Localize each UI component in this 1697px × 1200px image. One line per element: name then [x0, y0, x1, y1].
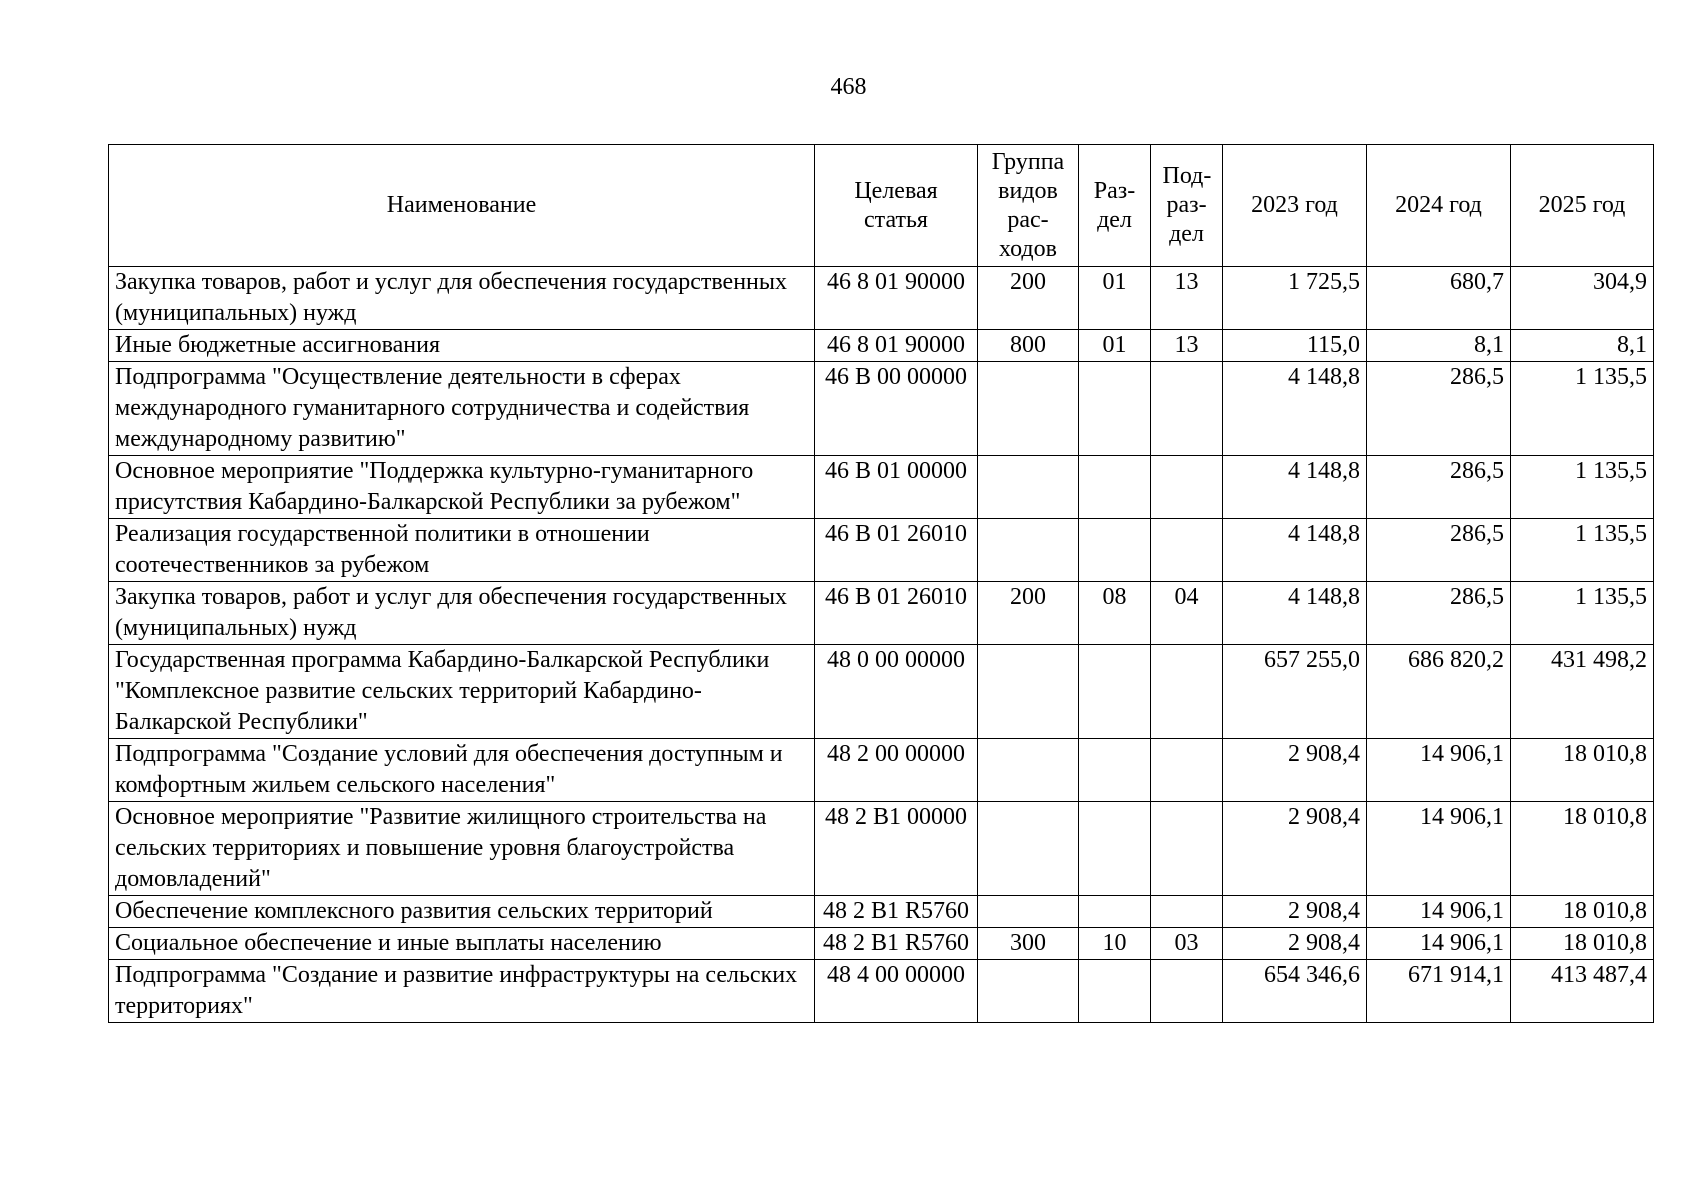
cell-name: Иные бюджетные ассигнования	[109, 330, 815, 362]
cell-target: 46 В 01 26010	[815, 519, 978, 582]
header-2024: 2024 год	[1367, 145, 1511, 267]
cell-subsection: 13	[1151, 267, 1223, 330]
cell-2023: 2 908,4	[1223, 928, 1367, 960]
cell-group	[978, 802, 1079, 896]
cell-section: 01	[1079, 330, 1151, 362]
cell-section	[1079, 456, 1151, 519]
cell-target: 48 2 В1 R5760	[815, 928, 978, 960]
table-row	[109, 928, 1654, 960]
cell-name: Обеспечение комплексного развития сельских территорий	[109, 896, 815, 928]
table-row	[109, 330, 1654, 362]
cell-2024: 286,5	[1367, 456, 1511, 519]
cell-2025: 1 135,5	[1511, 456, 1654, 519]
cell-2023: 2 908,4	[1223, 802, 1367, 896]
cell-name: Социальное обеспечение и иные выплаты населению	[109, 928, 815, 960]
page-number: 468	[830, 74, 867, 100]
cell-name: Подпрограмма "Осуществление деятельности в сферах международного гуманитарного сотрудничества и содействия международному развитию"	[109, 362, 815, 456]
cell-group: 300	[978, 928, 1079, 960]
cell-target: 46 В 01 00000	[815, 456, 978, 519]
cell-group	[978, 456, 1079, 519]
header-group: Группа видов рас-ходов	[978, 145, 1079, 267]
cell-target: 48 2 В1 00000	[815, 802, 978, 896]
cell-2023: 4 148,8	[1223, 519, 1367, 582]
cell-2024: 286,5	[1367, 362, 1511, 456]
cell-target: 48 4 00 00000	[815, 960, 978, 1023]
table-row	[109, 645, 1654, 739]
cell-section: 08	[1079, 582, 1151, 645]
cell-group	[978, 519, 1079, 582]
header-target: Целевая статья	[815, 145, 978, 267]
cell-2024: 686 820,2	[1367, 645, 1511, 739]
header-section: Раз-дел	[1079, 145, 1151, 267]
cell-section	[1079, 896, 1151, 928]
table-body	[109, 267, 1654, 1023]
table-row	[109, 960, 1654, 1023]
cell-subsection: 04	[1151, 582, 1223, 645]
cell-2023: 654 346,6	[1223, 960, 1367, 1023]
cell-2025: 18 010,8	[1511, 896, 1654, 928]
cell-target: 46 8 01 90000	[815, 330, 978, 362]
cell-section	[1079, 960, 1151, 1023]
cell-target: 46 В 01 26010	[815, 582, 978, 645]
cell-2024: 14 906,1	[1367, 896, 1511, 928]
cell-2024: 671 914,1	[1367, 960, 1511, 1023]
cell-group	[978, 362, 1079, 456]
budget-table	[108, 144, 1654, 1023]
cell-2025: 1 135,5	[1511, 582, 1654, 645]
cell-name: Основное мероприятие "Развитие жилищного строительства на сельских территориях и повышение уровня благоустройства домовладений"	[109, 802, 815, 896]
cell-group	[978, 960, 1079, 1023]
cell-name: Закупка товаров, работ и услуг для обеспечения государственных (муниципальных) нужд	[109, 582, 815, 645]
cell-2025: 18 010,8	[1511, 928, 1654, 960]
table-row	[109, 362, 1654, 456]
header-2023: 2023 год	[1223, 145, 1367, 267]
cell-2025: 18 010,8	[1511, 802, 1654, 896]
cell-section: 01	[1079, 267, 1151, 330]
cell-group: 200	[978, 582, 1079, 645]
cell-2024: 14 906,1	[1367, 928, 1511, 960]
cell-section	[1079, 362, 1151, 456]
cell-name: Подпрограмма "Создание и развитие инфраструктуры на сельских территориях"	[109, 960, 815, 1023]
cell-subsection: 13	[1151, 330, 1223, 362]
cell-group: 200	[978, 267, 1079, 330]
cell-subsection	[1151, 362, 1223, 456]
cell-2023: 115,0	[1223, 330, 1367, 362]
cell-2025: 1 135,5	[1511, 519, 1654, 582]
cell-section	[1079, 645, 1151, 739]
cell-2025: 304,9	[1511, 267, 1654, 330]
cell-2024: 286,5	[1367, 519, 1511, 582]
cell-2025: 1 135,5	[1511, 362, 1654, 456]
cell-subsection	[1151, 519, 1223, 582]
cell-group	[978, 645, 1079, 739]
header-name: Наименование	[109, 145, 815, 267]
cell-subsection	[1151, 645, 1223, 739]
cell-2023: 657 255,0	[1223, 645, 1367, 739]
cell-subsection	[1151, 456, 1223, 519]
cell-subsection	[1151, 802, 1223, 896]
cell-2023: 4 148,8	[1223, 582, 1367, 645]
cell-subsection	[1151, 896, 1223, 928]
cell-section	[1079, 739, 1151, 802]
cell-2023: 4 148,8	[1223, 362, 1367, 456]
cell-2023: 4 148,8	[1223, 456, 1367, 519]
cell-2025: 8,1	[1511, 330, 1654, 362]
cell-2025: 431 498,2	[1511, 645, 1654, 739]
cell-2023: 1 725,5	[1223, 267, 1367, 330]
cell-name: Реализация государственной политики в отношении соотечественников за рубежом	[109, 519, 815, 582]
cell-2025: 18 010,8	[1511, 739, 1654, 802]
table-row	[109, 582, 1654, 645]
cell-section: 10	[1079, 928, 1151, 960]
cell-target: 48 0 00 00000	[815, 645, 978, 739]
cell-subsection	[1151, 739, 1223, 802]
cell-name: Основное мероприятие "Поддержка культурно-гуманитарного присутствия Кабардино-Балкарской Республики за рубежом"	[109, 456, 815, 519]
cell-subsection: 03	[1151, 928, 1223, 960]
cell-2024: 286,5	[1367, 582, 1511, 645]
header-2025: 2025 год	[1511, 145, 1654, 267]
table-row	[109, 896, 1654, 928]
table-row	[109, 267, 1654, 330]
header-subsection: Под-раз-дел	[1151, 145, 1223, 267]
table-header-row	[109, 145, 1654, 267]
cell-2023: 2 908,4	[1223, 896, 1367, 928]
cell-target: 46 8 01 90000	[815, 267, 978, 330]
table-row	[109, 456, 1654, 519]
cell-name: Подпрограмма "Создание условий для обеспечения доступным и комфортным жильем сельского населения"	[109, 739, 815, 802]
table-row	[109, 739, 1654, 802]
cell-target: 46 В 00 00000	[815, 362, 978, 456]
cell-group: 800	[978, 330, 1079, 362]
cell-name: Закупка товаров, работ и услуг для обеспечения государственных (муниципальных) нужд	[109, 267, 815, 330]
cell-2025: 413 487,4	[1511, 960, 1654, 1023]
cell-section	[1079, 519, 1151, 582]
cell-2024: 8,1	[1367, 330, 1511, 362]
cell-target: 48 2 В1 R5760	[815, 896, 978, 928]
cell-section	[1079, 802, 1151, 896]
cell-2024: 14 906,1	[1367, 802, 1511, 896]
cell-target: 48 2 00 00000	[815, 739, 978, 802]
cell-2023: 2 908,4	[1223, 739, 1367, 802]
cell-group	[978, 739, 1079, 802]
table-row	[109, 802, 1654, 896]
cell-group	[978, 896, 1079, 928]
cell-name: Государственная программа Кабардино-Балкарской Республики "Комплексное развитие сельских территорий Кабардино-Балкарской Республики"	[109, 645, 815, 739]
cell-2024: 680,7	[1367, 267, 1511, 330]
cell-subsection	[1151, 960, 1223, 1023]
table-row	[109, 519, 1654, 582]
cell-2024: 14 906,1	[1367, 739, 1511, 802]
